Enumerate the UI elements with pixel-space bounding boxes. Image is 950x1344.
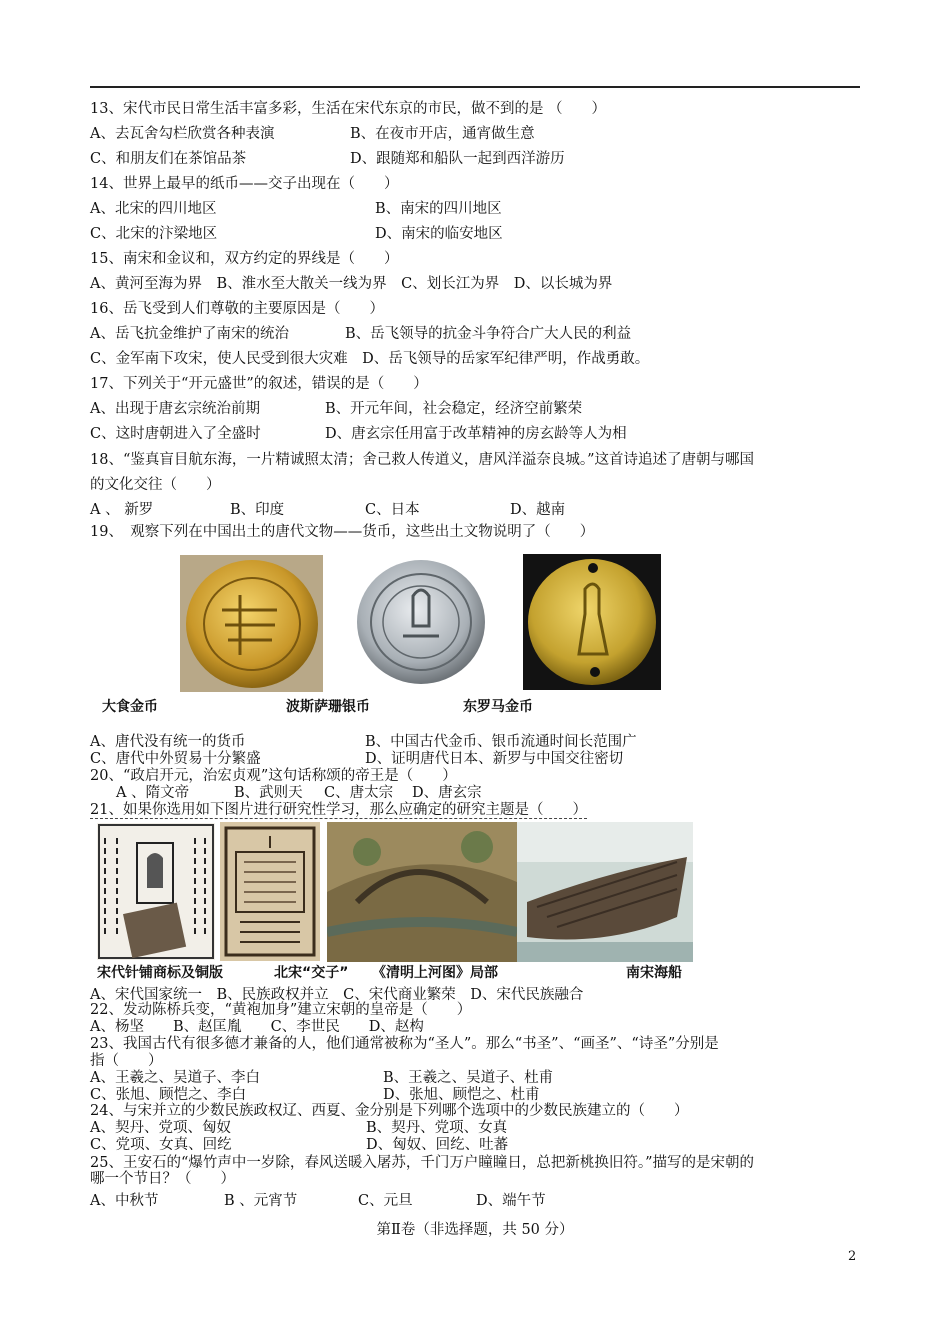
q18-option-b: B、印度 — [230, 502, 285, 518]
q14-option-d: D、南宋的临安地区 — [375, 226, 503, 242]
q18-stem-line1: 18、“鉴真盲目航东海，一片精诚照太清；舍己救人传道义，唐风洋溢奈良城。”这首诗追述了唐朝与哪国 — [90, 452, 755, 468]
q16-stem: 16、岳飞受到人们尊敬的主要原因是（ ） — [90, 301, 384, 317]
q13-option-a: A、去瓦舍勾栏欣赏各种表演 — [90, 126, 275, 142]
q13-stem: 13、宋代市民日常生活丰富多彩，生活在宋代东京的市民，做不到的是 （ ） — [90, 101, 607, 117]
page-number: 2 — [848, 1249, 857, 1264]
q25-option-a: A、中秋节 — [90, 1193, 159, 1209]
q20-option-a: A 、隋文帝 — [116, 785, 190, 801]
q23-stem-line2: 指（ ） — [90, 1053, 163, 1069]
sasanian-silver-coin-image — [353, 556, 489, 688]
q17-stem: 17、下列关于“开元盛世”的叙述，错误的是（ ） — [90, 376, 428, 392]
q18-option-d: D、越南 — [510, 502, 566, 518]
q13-option-d: D、跟随郑和船队一起到西洋游历 — [350, 151, 565, 167]
q20-option-b: B、武则天 — [234, 785, 303, 801]
q17-option-d: D、唐玄宗任用富于改革精神的房玄龄等人为相 — [325, 426, 627, 442]
q21-caption-jiaozi: 北宋“交子” — [274, 965, 349, 981]
q21-stem-text: 21、如果你选用如下图片进行研究性学习，那么应确定的研究主题是（ ） — [90, 802, 587, 818]
q20-stem: 20、“政启开元，治宏贞观”这句话称颂的帝王是（ ） — [90, 768, 457, 784]
q19-stem: 19、 观察下列在中国出土的唐代文物——货币，这些出土文物说明了（ ） — [90, 524, 595, 540]
q16-option-a: A、岳飞抗金维护了南宋的统治 — [90, 326, 289, 342]
q23-option-a: A、王羲之、吴道子、李白 — [90, 1070, 260, 1086]
q24-option-b: B、契丹、党项、女真 — [366, 1120, 508, 1136]
q21-options: A、宋代国家统一 B、民族政权并立 C、宋代商业繁荣 D、宋代民族融合 — [90, 987, 584, 1003]
q17-option-c: C、这时唐朝进入了全盛时 — [90, 426, 261, 442]
q15-stem: 15、南宋和金议和，双方约定的界线是（ ） — [90, 251, 399, 267]
q22-options: A、杨坚 B、赵匡胤 C、李世民 D、赵构 — [90, 1019, 424, 1035]
q22-stem: 22、发动陈桥兵变，“黄袍加身”建立宋朝的皇帝是（ ） — [90, 1002, 472, 1018]
header-rule — [90, 86, 860, 88]
byzantine-gold-coin-image — [523, 554, 661, 690]
q14-option-a: A、北宋的四川地区 — [90, 201, 217, 217]
q23-option-d: D、张旭、顾恺之、杜甫 — [383, 1087, 540, 1103]
q19-option-d: D、证明唐代日本、新罗与中国交往密切 — [365, 751, 624, 767]
q19-caption-sasanian: 波斯萨珊银币 — [286, 699, 370, 715]
q19-option-a: A、唐代没有统一的货币 — [90, 734, 246, 750]
q24-option-c: C、党项、女真、回纥 — [90, 1137, 232, 1153]
q25-stem-line2: 哪一个节日？（ ） — [90, 1171, 235, 1187]
southern-song-ship-image — [517, 822, 693, 962]
q18-option-c: C、日本 — [365, 502, 420, 518]
q17-option-a: A、出现于唐玄宗统治前期 — [90, 401, 260, 417]
section-heading: 第Ⅱ卷（非选择题，共 50 分） — [376, 1222, 574, 1238]
q21-caption-qingming: 《清明上河图》局部 — [372, 965, 498, 981]
jiaozi-paper-money-image — [220, 822, 320, 961]
q18-stem-line2: 的文化交往（ ） — [90, 477, 221, 493]
q21-caption-needle-shop: 宋代针铺商标及铜版 — [97, 965, 223, 981]
q25-option-c: C、元旦 — [358, 1193, 413, 1209]
needle-shop-trademark-image — [97, 823, 215, 960]
q14-option-b: B、南宋的四川地区 — [375, 201, 502, 217]
q25-stem-line1: 25、王安石的“爆竹声中一岁除，春风送暖入屠苏，千门万户瞳瞳日，总把新桃换旧符。”描写的是宋朝的 — [90, 1155, 755, 1171]
q15-options: A、黄河至海为界 B、淮水至大散关一线为界 C、划长江为界 D、以长城为界 — [90, 276, 613, 292]
q20-option-d: D、唐玄宗 — [412, 785, 482, 801]
q16-options-row2: C、金军南下攻宋，使人民受到很大灾难 D、岳飞领导的岳家军纪律严明，作战勇敢。 — [90, 351, 650, 367]
q13-option-b: B、在夜市开店，通宵做生意 — [350, 126, 535, 142]
q23-option-b: B、王羲之、吴道子、杜甫 — [383, 1070, 554, 1086]
q25-option-b: B 、元宵节 — [224, 1193, 298, 1209]
q13-option-c: C、和朋友们在茶馆品茶 — [90, 151, 247, 167]
q24-option-d: D、匈奴、回纥、吐蕃 — [366, 1137, 509, 1153]
q19-option-c: C、唐代中外贸易十分繁盛 — [90, 751, 261, 767]
q14-stem: 14、世界上最早的纸币——交子出现在（ ） — [90, 176, 399, 192]
q25-option-d: D、端午节 — [476, 1193, 546, 1209]
q18-option-a: A 、 新罗 — [90, 502, 154, 518]
q14-option-c: C、北宋的汴梁地区 — [90, 226, 218, 242]
q21-stem — [90, 801, 587, 819]
q19-caption-dashi: 大食金币 — [102, 699, 158, 715]
q20-option-c: C、唐太宗 — [324, 785, 394, 801]
q23-stem-line1: 23、我国古代有很多德才兼备的人，他们通常被称为“圣人”。那么“书圣”、“画圣”、“诗圣”分别是 — [90, 1036, 719, 1052]
q16-option-b: B、岳飞领导的抗金斗争符合广大人民的利益 — [345, 326, 632, 342]
dashi-gold-coin-image — [180, 555, 323, 692]
q23-option-c: C、张旭、顾恺之、李白 — [90, 1087, 247, 1103]
q19-option-b: B、中国古代金币、银币流通时间长范围广 — [365, 734, 637, 750]
q21-caption-ship: 南宋海船 — [626, 965, 682, 981]
q19-caption-byzantine: 东罗马金币 — [463, 699, 533, 715]
q24-option-a: A、契丹、党项、匈奴 — [90, 1120, 231, 1136]
q17-option-b: B、开元年间，社会稳定，经济空前繁荣 — [325, 401, 583, 417]
qingming-scroll-image — [327, 822, 517, 962]
q24-stem: 24、与宋并立的少数民族政权辽、西夏、金分别是下列哪个选项中的少数民族建立的（ ） — [90, 1103, 689, 1119]
